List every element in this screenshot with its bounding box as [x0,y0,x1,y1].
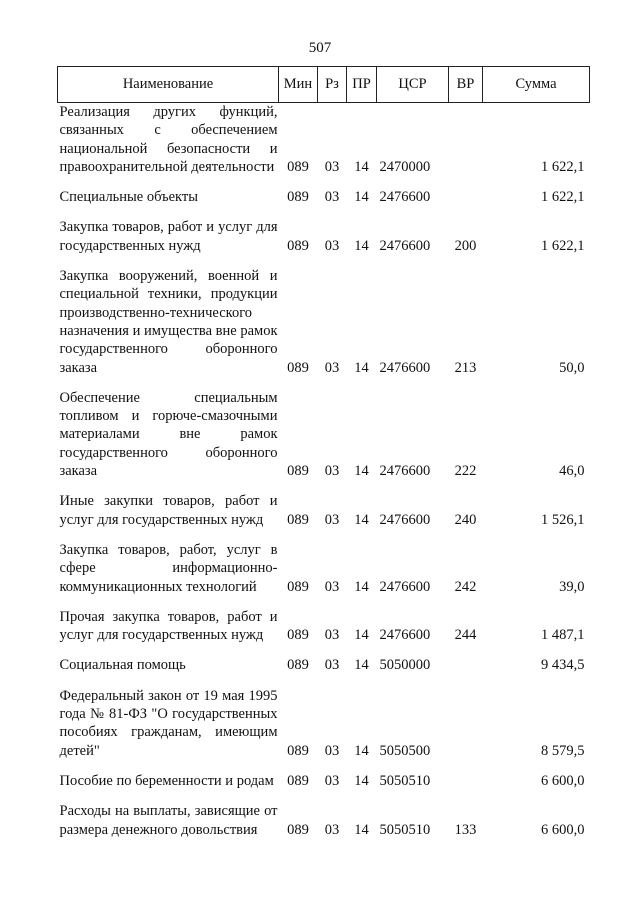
cell-min: 089 [287,627,309,644]
cell-name: Закупка товаров, работ и услуг для государственных нужд [59,219,278,254]
budget-table [57,66,590,839]
table-row [58,218,590,255]
cell-rz: 03 [324,578,340,595]
cell-sum: 1 622,1 [541,237,585,254]
cell-vr [449,188,483,206]
cell-sum: 6 600,0 [541,772,585,789]
cell-csr: 5050000 [379,657,431,674]
cell-name: Прочая закупка товаров, работ и услуг для государственных нужд [59,608,278,644]
cell-rz: 03 [324,237,340,254]
cell-min: 089 [287,821,309,838]
row-spacer [58,377,590,389]
cell-csr: 2476600 [379,359,431,376]
cell-min: 089 [287,359,309,376]
row-spacer-cell [58,176,590,188]
row-spacer [58,760,590,772]
cell-pr: 14 [354,772,369,789]
cell-sum: 1 487,1 [541,627,585,644]
header-sum: Сумма [483,67,590,103]
cell-pr: 14 [354,742,369,759]
cell-csr: 2476600 [379,511,431,528]
cell-name: Специальные объекты [59,189,198,206]
header-vr: ВР [449,67,483,103]
row-spacer [58,644,590,656]
cell-rz: 03 [324,742,340,759]
cell-min: 089 [287,189,309,206]
cell-rz: 03 [324,359,340,376]
cell-csr: 5050510 [379,772,431,789]
cell-sum: 50,0 [559,359,585,376]
row-spacer-cell [58,377,590,389]
cell-rz: 03 [324,158,340,175]
cell-min: 089 [287,463,309,480]
row-spacer [58,675,590,687]
cell-pr: 14 [354,578,369,595]
cell-rz: 03 [324,189,340,206]
row-spacer-cell [58,675,590,687]
cell-name: Иные закупки товаров, работ и услуг для государственных нужд [59,493,278,528]
cell-csr: 2476600 [379,463,431,480]
cell-vr: 200 [454,237,477,254]
cell-name: Закупка вооружений, военной и специальной техники, продукции производственно-технического назначения и имущества вне рамок государственного оборонного заказа [59,268,278,376]
cell-min: 089 [287,657,309,674]
cell-vr: 222 [454,463,477,480]
cell-name: Расходы на выплаты, зависящие от размера денежного довольствия [59,803,278,838]
cell-name: Социальная помощь [59,657,186,674]
row-spacer [58,596,590,608]
cell-csr: 2476600 [379,578,431,595]
cell-sum: 8 579,5 [541,742,585,759]
page-number: 507 [308,40,332,56]
cell-min: 089 [287,511,309,528]
cell-name: Пособие по беременности и родам [59,772,274,789]
table-row [58,772,590,790]
row-spacer-cell [58,760,590,772]
cell-vr: 213 [454,359,477,376]
row-spacer-cell [58,644,590,656]
table-row [58,389,590,480]
cell-pr: 14 [354,189,369,206]
cell-vr: 133 [454,821,477,838]
row-spacer [58,529,590,541]
table-row [58,656,590,674]
cell-rz: 03 [324,627,340,644]
cell-name: Закупка товаров, работ, услуг в сфере информационно-коммуникационных технологий [59,541,278,595]
cell-vr [449,656,483,674]
header-min: Мин [279,67,318,103]
cell-rz: 03 [324,511,340,528]
cell-csr: 2476600 [379,627,431,644]
row-spacer [58,480,590,492]
cell-pr: 14 [354,657,369,674]
cell-pr: 14 [354,463,369,480]
row-spacer [58,176,590,188]
table-row [58,267,590,377]
cell-name: Федеральный закон от 19 мая 1995 года № 81-ФЗ "О государственных пособиях гражданам, имеющим детей" [59,687,278,759]
cell-rz: 03 [324,821,340,838]
cell-sum: 46,0 [559,463,585,480]
cell-csr: 2476600 [379,189,431,206]
header-csr: ЦСР [377,67,449,103]
cell-rz: 03 [324,463,340,480]
cell-csr: 5050510 [379,821,431,838]
cell-sum: 39,0 [559,578,585,595]
table-row [58,687,590,760]
table-row [58,541,590,596]
cell-min: 089 [287,578,309,595]
cell-name: Реализация других функций, связанных с обеспечением национальной безопасности и правоохранительной деятельности [59,104,278,175]
table-header-row [58,67,590,103]
cell-pr: 14 [354,158,369,175]
cell-rz: 03 [324,772,340,789]
cell-vr [449,103,483,177]
cell-min: 089 [287,772,309,789]
cell-sum: 1 622,1 [541,158,585,175]
cell-csr: 2476600 [379,237,431,254]
cell-sum: 9 434,5 [541,657,585,674]
cell-rz: 03 [324,657,340,674]
row-spacer-cell [58,206,590,218]
cell-pr: 14 [354,359,369,376]
cell-vr [449,687,483,760]
cell-sum: 1 526,1 [541,511,585,528]
cell-csr: 5050500 [379,742,431,759]
cell-vr: 244 [454,627,477,644]
cell-pr: 14 [354,237,369,254]
cell-csr: 2470000 [379,158,431,175]
cell-pr: 14 [354,627,369,644]
header-rz: Рз [318,67,347,103]
cell-sum: 6 600,0 [541,821,585,838]
row-spacer [58,255,590,267]
cell-vr: 240 [454,511,477,528]
row-spacer-cell [58,790,590,802]
row-spacer [58,790,590,802]
cell-min: 089 [287,158,309,175]
cell-pr: 14 [354,511,369,528]
header-name: Наименование [58,67,279,103]
cell-sum: 1 622,1 [541,189,585,206]
header-pr: ПР [347,67,377,103]
row-spacer [58,206,590,218]
row-spacer-cell [58,255,590,267]
row-spacer-cell [58,480,590,492]
cell-min: 089 [287,237,309,254]
table-row [58,103,590,177]
cell-vr [449,772,483,790]
table-row [58,608,590,645]
row-spacer-cell [58,596,590,608]
table-row [58,802,590,839]
table-row [58,492,590,529]
cell-vr: 242 [454,578,477,595]
cell-pr: 14 [354,821,369,838]
cell-min: 089 [287,742,309,759]
table-body [58,103,590,839]
cell-name: Обеспечение специальным топливом и горюче-смазочными материалами вне рамок государственного оборонного заказа [59,389,278,480]
row-spacer-cell [58,529,590,541]
table-row [58,188,590,206]
